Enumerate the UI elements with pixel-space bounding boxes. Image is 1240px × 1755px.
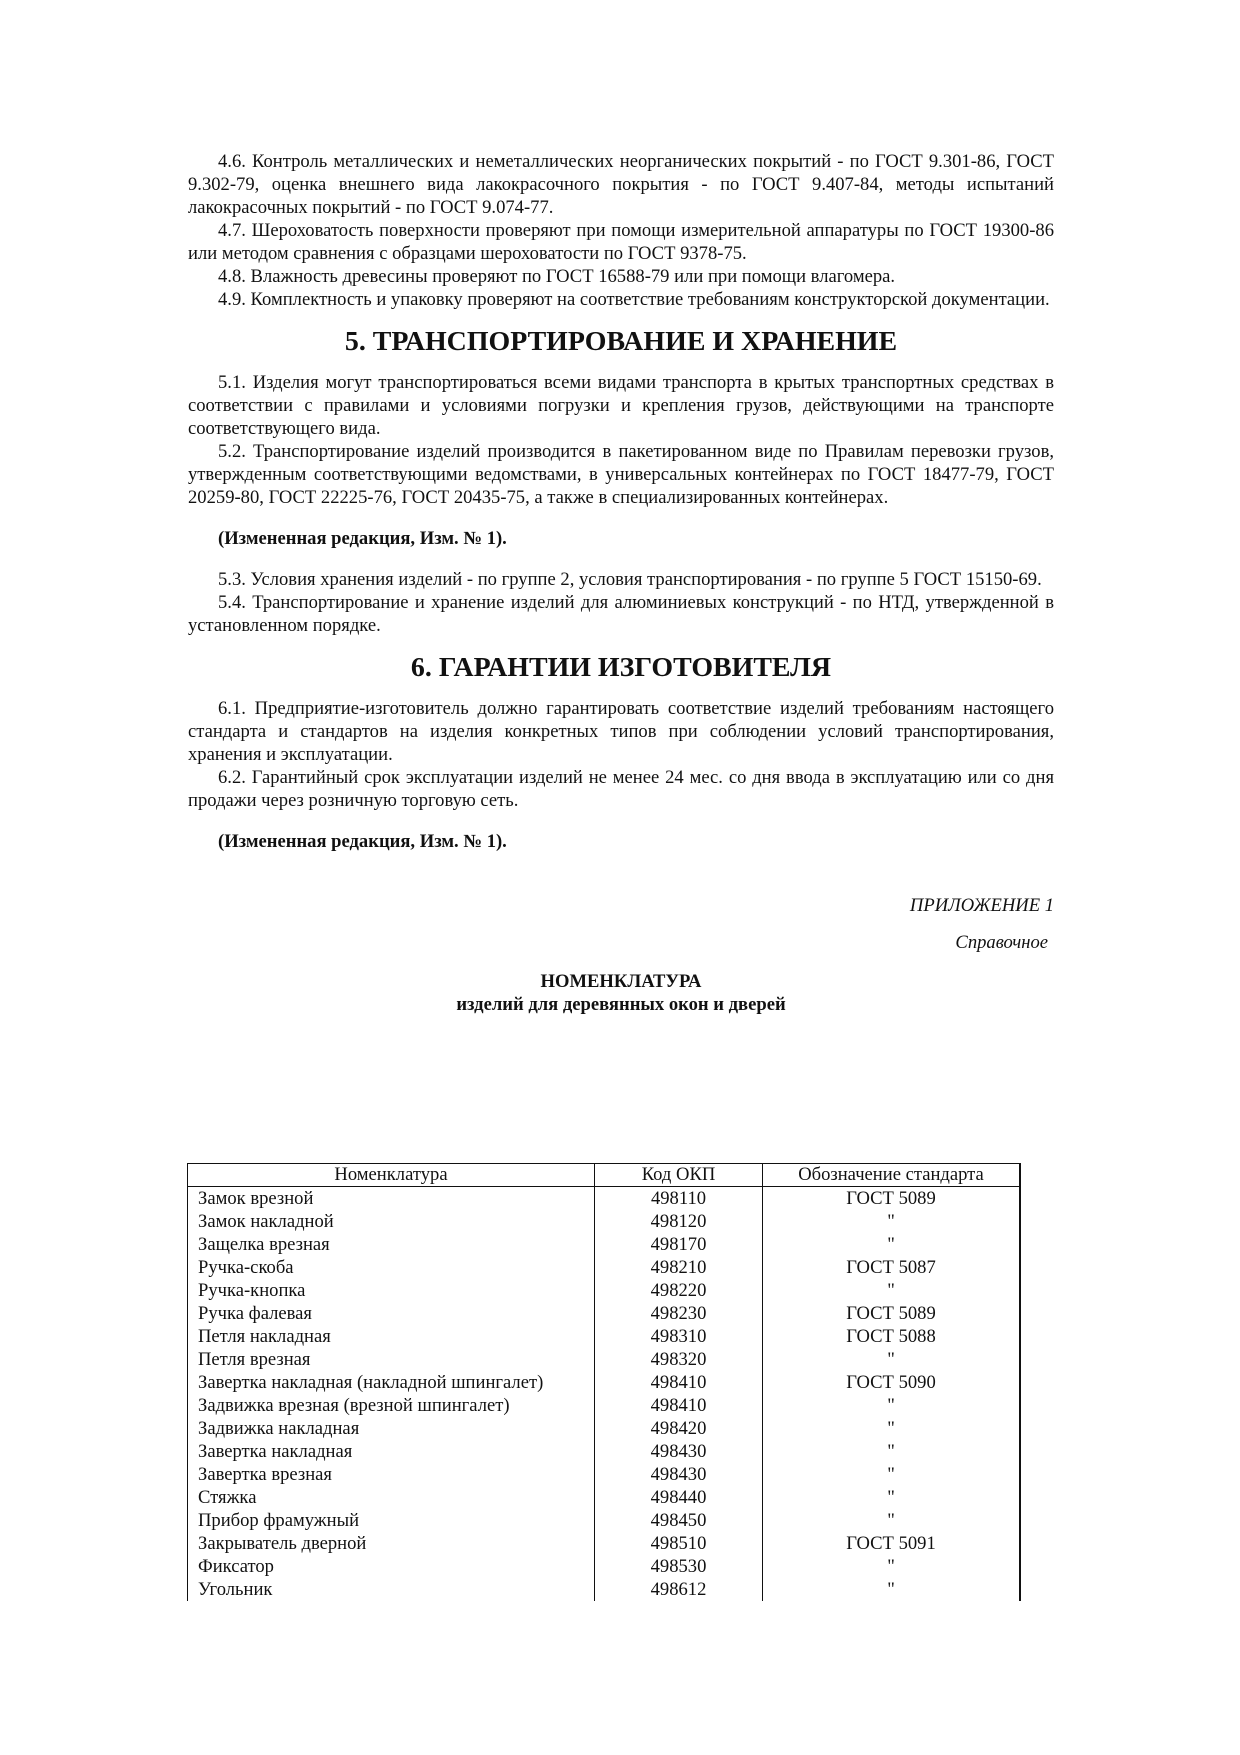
cell-standard: " xyxy=(763,1417,1021,1440)
table-row xyxy=(188,1348,1021,1371)
cell-okp-code: 498310 xyxy=(595,1325,763,1348)
appendix-subtitle: изделий для деревянных окон и дверей xyxy=(456,994,786,1015)
cell-nomenclature: Стяжка xyxy=(188,1486,595,1509)
cell-okp-code: 498410 xyxy=(595,1371,763,1394)
paragraph-6-1: 6.1. Предприятие-изготовитель должно гарантировать соответствие изделий требованиям настоящего стандарта и стандартов на изделия конкретных типов при соблюдении условий транспортирования, хранения и эксплуатации. xyxy=(188,698,1054,765)
cell-nomenclature: Ручка-скоба xyxy=(188,1256,595,1279)
cell-nomenclature: Закрыватель дверной xyxy=(188,1532,595,1555)
cell-nomenclature: Угольник xyxy=(188,1578,595,1601)
cell-standard: " xyxy=(763,1440,1021,1463)
cell-okp-code: 498120 xyxy=(595,1210,763,1233)
table-row xyxy=(188,1532,1021,1555)
appendix-label: ПРИЛОЖЕНИЕ 1 xyxy=(909,895,1054,916)
cell-okp-code: 498230 xyxy=(595,1302,763,1325)
table-row xyxy=(188,1555,1021,1578)
cell-standard: " xyxy=(763,1279,1021,1302)
cell-okp-code: 498430 xyxy=(595,1463,763,1486)
table-header-row xyxy=(188,1164,1021,1187)
table-row xyxy=(188,1371,1021,1394)
cell-nomenclature: Петля накладная xyxy=(188,1325,595,1348)
appendix-title: НОМЕНКЛАТУРА xyxy=(540,971,702,992)
cell-okp-code: 498170 xyxy=(595,1233,763,1256)
paragraph-5-1: 5.1. Изделия могут транспортироваться всеми видами транспорта в крытых транспортных средствах в соответствии с правилами и условиями погрузки и крепления грузов, действующими на транспорте соответствующего вида. xyxy=(188,372,1054,439)
cell-standard: " xyxy=(763,1348,1021,1371)
cell-standard: ГОСТ 5090 xyxy=(763,1371,1021,1394)
table-row xyxy=(188,1417,1021,1440)
table-row xyxy=(188,1325,1021,1348)
paragraph-5-3: 5.3. Условия хранения изделий - по группе 2, условия транспортирования - по группе 5 ГОСТ 15150-69. xyxy=(218,569,1042,590)
paragraph-5-4: 5.4. Транспортирование и хранение изделий для алюминиевых конструкций - по НТД, утвержденной в установленном порядке. xyxy=(188,592,1054,636)
cell-standard: " xyxy=(763,1233,1021,1256)
cell-nomenclature: Петля врезная xyxy=(188,1348,595,1371)
cell-okp-code: 498220 xyxy=(595,1279,763,1302)
amendment-note-5: (Измененная редакция, Изм. № 1). xyxy=(218,528,507,549)
cell-okp-code: 498110 xyxy=(595,1187,763,1211)
table-row xyxy=(188,1578,1021,1601)
table-row xyxy=(188,1302,1021,1325)
cell-okp-code: 498320 xyxy=(595,1348,763,1371)
paragraph-6-2: 6.2. Гарантийный срок эксплуатации изделий не менее 24 мес. со дня ввода в эксплуатацию или со дня продажи через розничную торговую сеть. xyxy=(188,767,1054,811)
cell-standard: " xyxy=(763,1486,1021,1509)
table-row xyxy=(188,1440,1021,1463)
cell-nomenclature: Ручка фалевая xyxy=(188,1302,595,1325)
column-header-nomenclature: Номенклатура xyxy=(188,1164,595,1187)
paragraph-4-9: 4.9. Комплектность и упаковку проверяют на соответствие требованиям конструкторской документации. xyxy=(218,289,1050,310)
table-row xyxy=(188,1394,1021,1417)
cell-nomenclature: Завертка накладная (накладной шпингалет) xyxy=(188,1371,595,1394)
column-header-okp-code: Код ОКП xyxy=(595,1164,763,1187)
document-page xyxy=(188,150,1054,1016)
cell-nomenclature: Завертка врезная xyxy=(188,1463,595,1486)
table-row xyxy=(188,1509,1021,1532)
cell-nomenclature: Прибор фрамужный xyxy=(188,1509,595,1532)
cell-nomenclature: Замок накладной xyxy=(188,1210,595,1233)
cell-standard: ГОСТ 5088 xyxy=(763,1325,1021,1348)
cell-standard: ГОСТ 5091 xyxy=(763,1532,1021,1555)
table-row xyxy=(188,1486,1021,1509)
cell-okp-code: 498612 xyxy=(595,1578,763,1601)
cell-okp-code: 498430 xyxy=(595,1440,763,1463)
table-row xyxy=(188,1210,1021,1233)
cell-okp-code: 498510 xyxy=(595,1532,763,1555)
cell-okp-code: 498420 xyxy=(595,1417,763,1440)
cell-standard: " xyxy=(763,1578,1021,1601)
cell-standard: ГОСТ 5087 xyxy=(763,1256,1021,1279)
paragraph-4-8: 4.8. Влажность древесины проверяют по ГОСТ 16588-79 или при помощи влагомера. xyxy=(218,266,896,287)
cell-okp-code: 498440 xyxy=(595,1486,763,1509)
table-row xyxy=(188,1463,1021,1486)
amendment-note-6: (Измененная редакция, Изм. № 1). xyxy=(218,831,507,852)
cell-standard: " xyxy=(763,1210,1021,1233)
cell-standard: ГОСТ 5089 xyxy=(763,1302,1021,1325)
cell-nomenclature: Замок врезной xyxy=(188,1187,595,1211)
section-5-heading: 5. ТРАНСПОРТИРОВАНИЕ И ХРАНЕНИЕ xyxy=(344,326,898,357)
appendix-type: Справочное xyxy=(955,932,1048,953)
cell-nomenclature: Защелка врезная xyxy=(188,1233,595,1256)
column-header-standard: Обозначение стандарта xyxy=(763,1164,1021,1187)
cell-nomenclature: Фиксатор xyxy=(188,1555,595,1578)
cell-okp-code: 498530 xyxy=(595,1555,763,1578)
table-row xyxy=(188,1256,1021,1279)
table-row xyxy=(188,1279,1021,1302)
cell-standard: " xyxy=(763,1394,1021,1417)
table-body xyxy=(188,1187,1021,1602)
paragraph-4-7: 4.7. Шероховатость поверхности проверяют при помощи измерительной аппаратуры по ГОСТ 19300-86 или методом сравнения с образцами шероховатости по ГОСТ 9378-75. xyxy=(188,220,1054,264)
cell-okp-code: 498450 xyxy=(595,1509,763,1532)
cell-standard: ГОСТ 5089 xyxy=(763,1187,1021,1211)
nomenclature-table xyxy=(187,1163,1021,1601)
cell-nomenclature: Задвижка врезная (врезной шпингалет) xyxy=(188,1394,595,1417)
cell-standard: " xyxy=(763,1555,1021,1578)
section-6-heading: 6. ГАРАНТИИ ИЗГОТОВИТЕЛЯ xyxy=(410,652,832,683)
cell-okp-code: 498210 xyxy=(595,1256,763,1279)
cell-standard: " xyxy=(763,1463,1021,1486)
table-row xyxy=(188,1187,1021,1211)
cell-standard: " xyxy=(763,1509,1021,1532)
paragraph-4-6: 4.6. Контроль металлических и неметаллических неорганических покрытий - по ГОСТ 9.301-86, ГОСТ 9.302-79, оценка внешнего вида лакокрасочного покрытия - по ГОСТ 9.407-84, методы испытаний лакокрасочных покрытий - по ГОСТ 9.074-77. xyxy=(188,151,1054,218)
table-row xyxy=(188,1233,1021,1256)
cell-okp-code: 498410 xyxy=(595,1394,763,1417)
paragraph-5-2: 5.2. Транспортирование изделий производится в пакетированном виде по Правилам перевозки грузов, утвержденным соответствующими ведомствами, в универсальных контейнерах по ГОСТ 18477-79, ГОСТ 20259-80, ГОСТ 22225-76, ГОСТ 20435-75, а также в специализированных контейнерах. xyxy=(188,441,1054,508)
cell-nomenclature: Задвижка накладная xyxy=(188,1417,595,1440)
cell-nomenclature: Ручка-кнопка xyxy=(188,1279,595,1302)
cell-nomenclature: Завертка накладная xyxy=(188,1440,595,1463)
